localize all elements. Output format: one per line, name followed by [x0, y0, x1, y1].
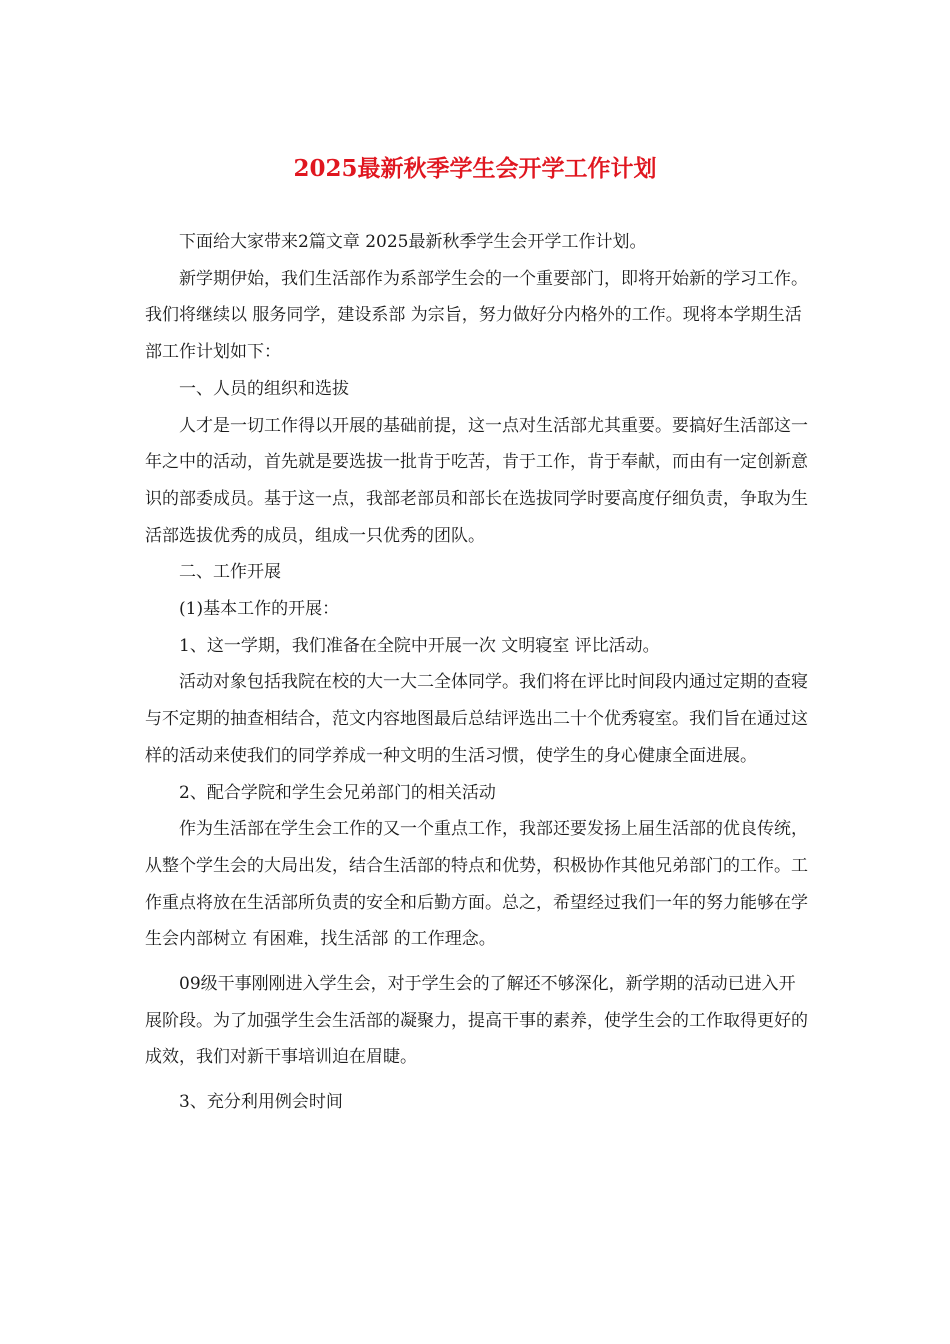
paragraph-training: 09级干事刚刚进入学生会，对于学生会的了解还不够深化，新学期的活动已进入开展阶段。为了加强学生会生活部的凝聚力，提高干事的素养，使学生会的工作取得更好的成效，我们对新干事培训迫在眉睫。 [145, 974, 808, 1068]
paragraph-intro: 下面给大家带来2篇文章 2025最新秋季学生会开学工作计划。 [179, 232, 647, 252]
paragraph-item-3: 3、充分利用例会时间 [179, 1092, 343, 1113]
paragraph-item-1: 1、这一学期，我们准备在全院中开展一次 文明寝室 评比活动。 [179, 635, 660, 656]
document-title: 2025最新秋季学生会开学工作计划 [293, 155, 657, 182]
heading-section-2: 二、工作开展 [179, 562, 281, 583]
paragraph-activity: 活动对象包括我院在校的大一大二全体同学。我们将在评比时间段内通过定期的查寝与不定期的抽查相结合，范文内容地图最后总结评选出二十个优秀寝室。我们旨在通过这样的活动来使我们的同学养成一种文明的生活习惯，使学生的身心健康全面进展。 [145, 672, 808, 766]
paragraph-cooperation: 作为生活部在学生会工作的又一个重点工作，我部还要发扬上届生活部的优良传统，从整个学生会的大局出发，结合生活部的特点和优势，积极协作其他兄弟部门的工作。工作重点将放在生活部所负责的安全和后勤方面。总之，希望经过我们一年的努力能够在学生会内部树立 有困难，找生活部 的工作理念。 [145, 819, 808, 950]
paragraph-opening: 新学期伊始，我们生活部作为系部学生会的一个重要部门，即将开始新的学习工作。我们将继续以 服务同学，建设系部 为宗旨，努力做好分内格外的工作。现将本学期生活部工作计划如下： [145, 268, 808, 363]
paragraph-talent: 人才是一切工作得以开展的基础前提，这一点对生活部尤其重要。要搞好生活部这一年之中的活动，首先就是要选拔一批肯于吃苦，肯于工作，肯于奉献，而由有一定创新意识的部委成员。基于这一点，我部老部员和部长在选拔同学时要高度仔细负责，争取为生活部选拔优秀的成员，组成一只优秀的团队。 [145, 415, 808, 546]
heading-section-1: 一、人员的组织和选拔 [179, 378, 349, 399]
document-body [145, 224, 810, 1121]
paragraph-item-2: 2、配合学院和学生会兄弟部门的相关活动 [179, 782, 496, 803]
heading-subsection-basic: (1)基本工作的开展： [179, 599, 340, 620]
